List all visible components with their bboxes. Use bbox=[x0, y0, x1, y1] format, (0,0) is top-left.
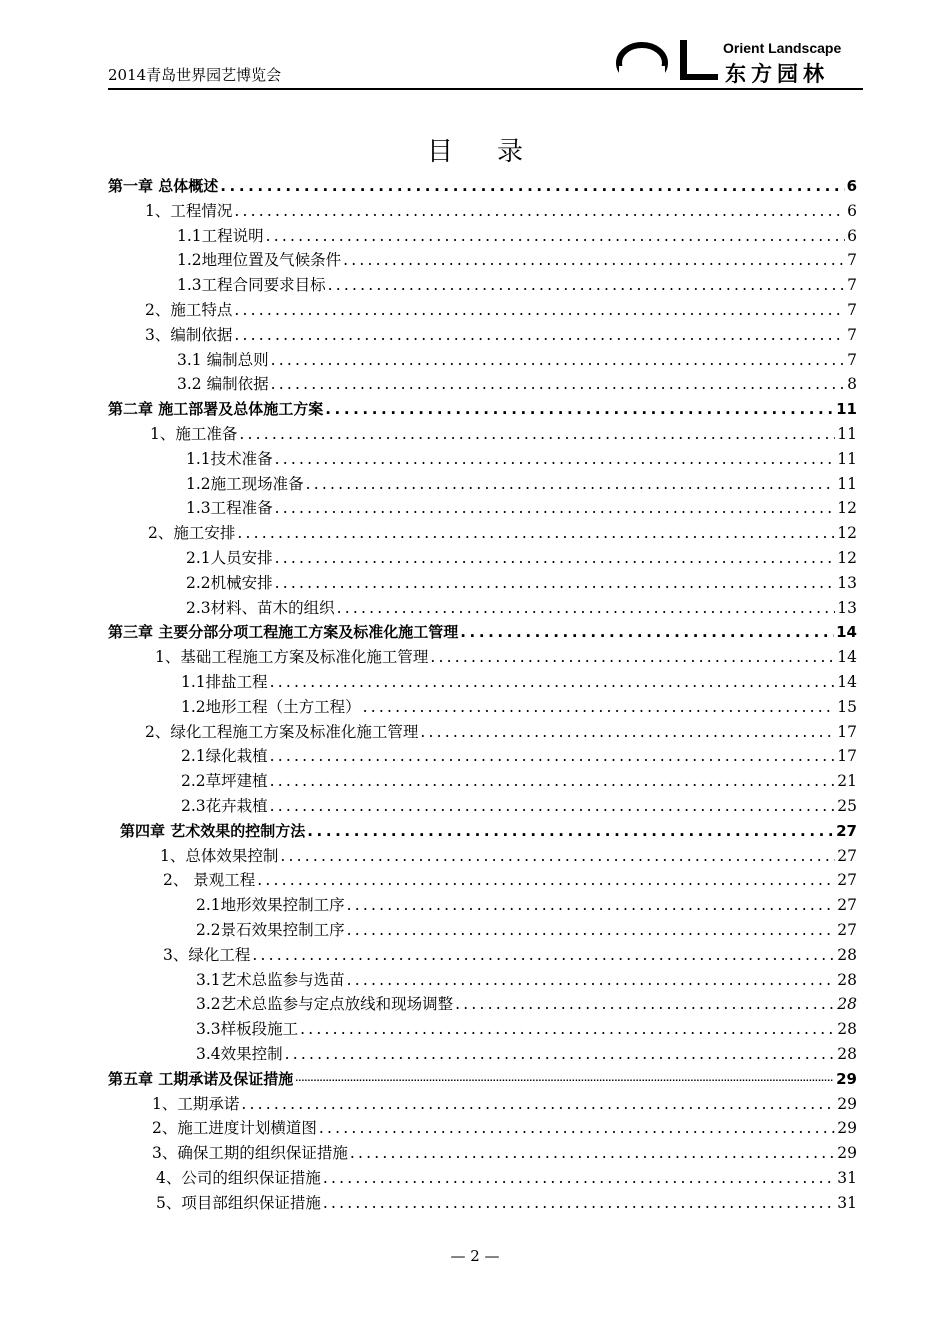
toc-entry[interactable] bbox=[177, 221, 857, 246]
toc-entry-label: 第四章 艺术效果的控制方法 bbox=[120, 821, 306, 840]
toc-entry-label: 5、项目部组织保证措施 bbox=[156, 1193, 321, 1212]
toc-leader-dots bbox=[280, 846, 835, 866]
toc-leader-dots bbox=[347, 895, 836, 915]
toc-entry[interactable] bbox=[177, 345, 857, 370]
toc-entry-page: 21 bbox=[837, 772, 857, 791]
toc-title: 目录 bbox=[426, 137, 567, 167]
toc-entry[interactable] bbox=[196, 915, 857, 940]
toc-entry-page: 25 bbox=[837, 797, 857, 815]
toc-entry[interactable] bbox=[148, 518, 857, 543]
toc-chapter-entry[interactable] bbox=[108, 617, 857, 642]
toc-leader-dots bbox=[323, 1193, 835, 1213]
toc-leader-dots bbox=[241, 1094, 835, 1114]
toc-entry-page: 11 bbox=[836, 400, 857, 419]
toc-leader-dots bbox=[363, 697, 836, 717]
toc-entry-label: 2.2景石效果控制工序 bbox=[196, 921, 345, 939]
logo-chinese-text: 东方园林 bbox=[725, 62, 829, 86]
toc-entry[interactable] bbox=[145, 717, 857, 742]
toc-entry[interactable] bbox=[177, 369, 857, 394]
toc-entry[interactable] bbox=[160, 841, 857, 866]
toc-leader-dots bbox=[306, 474, 836, 494]
toc-entry[interactable] bbox=[196, 965, 857, 990]
toc-entry-label: 1、工期承诺 bbox=[152, 1094, 240, 1113]
toc-entry[interactable] bbox=[150, 419, 857, 444]
toc-entry-page: 17 bbox=[837, 747, 857, 766]
header-divider bbox=[108, 88, 863, 90]
toc-entry-page: 11 bbox=[837, 474, 857, 493]
toc-entry-label: 第二章 施工部署及总体施工方案 bbox=[108, 400, 324, 419]
toc-entry[interactable] bbox=[145, 295, 857, 320]
toc-entry-label: 2.3花卉栽植 bbox=[181, 797, 268, 815]
toc-entry[interactable] bbox=[186, 568, 857, 593]
toc-entry-page: 14 bbox=[836, 623, 857, 642]
toc-leader-dots bbox=[270, 746, 836, 766]
toc-leader-dots bbox=[275, 548, 836, 568]
toc-leader-dots bbox=[343, 250, 845, 270]
toc-entry[interactable] bbox=[181, 766, 857, 791]
toc-entry-label: 2、施工安排 bbox=[148, 524, 236, 543]
toc-entry-page: 7 bbox=[847, 251, 857, 270]
toc-entry-page: 29 bbox=[836, 1069, 857, 1088]
toc-leader-dots bbox=[239, 424, 835, 444]
toc-entry[interactable] bbox=[186, 493, 857, 518]
toc-entry-label: 3、绿化工程 bbox=[163, 945, 251, 964]
toc-leader-dots bbox=[307, 821, 834, 841]
toc-entry-page: 13 bbox=[837, 598, 857, 617]
toc-entry-page: 6 bbox=[846, 177, 857, 195]
toc-entry-page: 28 bbox=[837, 1020, 857, 1039]
toc-leader-dots bbox=[266, 226, 845, 246]
toc-entry-label: 4、公司的组织保证措施 bbox=[156, 1169, 321, 1187]
toc-leader-dots bbox=[234, 300, 845, 320]
toc-entry-page: 13 bbox=[837, 573, 857, 592]
toc-leader-dots bbox=[220, 176, 844, 196]
toc-entry-page: 27 bbox=[836, 821, 857, 840]
toc-entry-label: 2.3材料、苗木的组织 bbox=[186, 598, 335, 617]
toc-entry-label: 2、施工特点 bbox=[145, 301, 233, 319]
toc-entry-page: 27 bbox=[837, 921, 857, 939]
toc-entry-label: 2.2草坪建植 bbox=[181, 772, 268, 791]
toc-entry[interactable] bbox=[152, 1138, 857, 1163]
toc-entry-page: 12 bbox=[837, 524, 857, 543]
toc-leader-dots bbox=[328, 275, 845, 295]
toc-entry-page: 6 bbox=[847, 201, 857, 220]
toc-entry-page: 28 bbox=[837, 970, 857, 989]
toc-entry-label: 1.1排盐工程 bbox=[181, 673, 268, 691]
toc-entry-label: 3.4效果控制 bbox=[196, 1045, 283, 1063]
toc-entry-label: 3.1艺术总监参与选苗 bbox=[196, 970, 345, 989]
toc-entry[interactable] bbox=[186, 469, 857, 494]
toc-entry-label: 3.2艺术总监参与定点放线和现场调整 bbox=[196, 995, 454, 1014]
toc-entry-page: 6 bbox=[847, 226, 857, 245]
toc-entry[interactable] bbox=[155, 642, 857, 667]
toc-entry-label: 1.2施工现场准备 bbox=[186, 474, 304, 493]
toc-entry-label: 1、工程情况 bbox=[145, 201, 233, 220]
toc-entry-page: 31 bbox=[837, 1169, 857, 1187]
toc-entry-page: 27 bbox=[837, 871, 857, 890]
toc-chapter-entry[interactable] bbox=[108, 394, 857, 419]
toc-chapter-entry[interactable] bbox=[108, 171, 857, 196]
toc-entry-label: 3.1 编制总则 bbox=[177, 350, 269, 369]
toc-leader-dots bbox=[271, 350, 846, 370]
toc-entry[interactable] bbox=[177, 245, 857, 270]
toc-leader-dots bbox=[275, 573, 836, 593]
toc-entry-label: 1.1技术准备 bbox=[186, 449, 273, 468]
toc-entry[interactable] bbox=[196, 1039, 857, 1064]
toc-entry[interactable] bbox=[181, 741, 857, 766]
toc-entry-label: 1、施工准备 bbox=[150, 425, 238, 443]
toc-chapter-entry[interactable] bbox=[120, 816, 857, 841]
toc-entry-label: 2.1地形效果控制工序 bbox=[196, 896, 345, 915]
logo-l-foot bbox=[680, 74, 718, 80]
toc-entry[interactable] bbox=[181, 667, 857, 692]
toc-entry-page: 12 bbox=[837, 499, 857, 518]
toc-leader-dots bbox=[337, 598, 836, 618]
toc-leader-dots bbox=[420, 722, 835, 742]
toc-leader-dots bbox=[430, 647, 835, 667]
toc-entry-label: 1、基础工程施工方案及标准化施工管理 bbox=[155, 648, 429, 667]
toc-entry-page: 27 bbox=[837, 896, 857, 915]
toc-leader-dots bbox=[325, 399, 834, 419]
header-title: 2014青岛世界园艺博览会 bbox=[108, 66, 282, 84]
toc-entry[interactable] bbox=[152, 1089, 857, 1114]
toc-entry-page: 11 bbox=[837, 425, 857, 443]
toc-entry-page: 7 bbox=[847, 301, 857, 319]
toc-leader-dots bbox=[350, 1143, 835, 1163]
toc-entry[interactable] bbox=[186, 444, 857, 469]
toc-leader-dots bbox=[347, 920, 836, 940]
toc-leader-dots bbox=[234, 201, 845, 221]
toc-entry-label: 3、编制依据 bbox=[145, 325, 233, 344]
toc-entry-page: 28 bbox=[837, 995, 857, 1014]
toc-entry-label: 3.3样板段施工 bbox=[196, 1020, 299, 1039]
toc-entry-page: 11 bbox=[837, 449, 857, 468]
toc-leader-dots bbox=[270, 672, 836, 692]
toc-entry-page: 14 bbox=[837, 673, 857, 691]
toc-entry[interactable] bbox=[186, 543, 857, 568]
toc-entry[interactable] bbox=[181, 692, 857, 717]
logo-english-text: Orient Landscape bbox=[723, 40, 842, 56]
toc-entry-page: 15 bbox=[837, 697, 857, 716]
toc-entry-label: 2、绿化工程施工方案及标准化施工管理 bbox=[145, 722, 419, 741]
toc-entry-page: 31 bbox=[837, 1193, 857, 1212]
toc-chapter-entry[interactable] bbox=[108, 1064, 857, 1089]
toc-entry-label: 2.1人员安排 bbox=[186, 549, 273, 567]
toc-entry-label: 第三章 主要分部分项工程施工方案及标准化施工管理 bbox=[108, 623, 459, 642]
toc-entry[interactable] bbox=[156, 1163, 857, 1188]
toc-entry-label: 1.2地形工程（土方工程） bbox=[181, 697, 361, 716]
toc-leader-dots bbox=[319, 1118, 835, 1138]
toc-entry-page: 29 bbox=[837, 1119, 857, 1138]
toc-entry-page: 14 bbox=[837, 648, 857, 667]
toc-entry-label: 第一章 总体概述 bbox=[108, 177, 219, 195]
toc-entry-label: 2.2机械安排 bbox=[186, 573, 273, 592]
toc-entry-page: 28 bbox=[837, 945, 857, 964]
toc-entry-label: 2、施工进度计划横道图 bbox=[152, 1119, 317, 1138]
toc-entry-page: 8 bbox=[847, 375, 857, 394]
toc-leader-dots bbox=[275, 449, 836, 469]
toc-leader-dots bbox=[237, 523, 835, 543]
toc-leader-dots bbox=[323, 1168, 835, 1188]
toc-entry-label: 1.3工程合同要求目标 bbox=[177, 276, 326, 295]
toc-entry-page: 12 bbox=[837, 549, 857, 567]
toc-entry-page: 29 bbox=[837, 1144, 857, 1163]
toc-entry[interactable] bbox=[196, 989, 857, 1014]
toc-leader-dots bbox=[460, 622, 834, 642]
toc-entry[interactable] bbox=[186, 593, 857, 618]
toc-leader-dots bbox=[285, 1044, 836, 1064]
toc-entry-label: 2.1绿化栽植 bbox=[181, 747, 268, 766]
toc-leader-dots bbox=[234, 325, 845, 345]
toc-leader-dots bbox=[347, 970, 836, 990]
toc-entry[interactable] bbox=[145, 196, 857, 221]
toc-entry-page: 28 bbox=[837, 1045, 857, 1063]
toc-entry-label: 1.3工程准备 bbox=[186, 499, 273, 518]
toc-entry-page: 7 bbox=[847, 276, 857, 295]
toc-entry-label: 3、确保工期的组织保证措施 bbox=[152, 1144, 348, 1163]
toc-leader-dots bbox=[257, 870, 835, 890]
toc-entry[interactable] bbox=[156, 1188, 857, 1213]
toc-leader-dots bbox=[252, 945, 835, 965]
toc-entry[interactable] bbox=[177, 270, 857, 295]
toc-entry[interactable] bbox=[196, 1014, 857, 1039]
toc-entry-label: 第五章 工期承诺及保证措施 bbox=[108, 1069, 294, 1088]
toc-entry-label: 1、总体效果控制 bbox=[160, 846, 279, 865]
toc-entry-label: 3.2 编制依据 bbox=[177, 375, 269, 394]
toc-leader-dots bbox=[270, 771, 836, 791]
toc-leader-dots bbox=[300, 1019, 835, 1039]
toc-entry-label: 1.2地理位置及气候条件 bbox=[177, 251, 342, 270]
toc-leader-dots bbox=[295, 1069, 834, 1089]
toc-entry-label: 1.1工程说明 bbox=[177, 226, 264, 245]
toc-entry[interactable] bbox=[145, 320, 857, 345]
toc-entry-page: 7 bbox=[847, 350, 857, 369]
toc-entry[interactable] bbox=[181, 791, 857, 816]
toc-leader-dots bbox=[455, 994, 835, 1014]
toc-entry-page: 29 bbox=[837, 1094, 857, 1113]
toc-entry-page: 17 bbox=[837, 722, 857, 741]
toc-entry[interactable] bbox=[163, 865, 857, 890]
toc-leader-dots bbox=[271, 374, 846, 394]
toc-entry-label: 2、 景观工程 bbox=[163, 871, 256, 890]
toc-leader-dots bbox=[275, 498, 836, 518]
toc-entry[interactable] bbox=[163, 940, 857, 965]
toc-entry[interactable] bbox=[196, 890, 857, 915]
page-number: — 2 — bbox=[450, 1247, 500, 1265]
toc-entry-page: 27 bbox=[837, 846, 857, 865]
toc-entry[interactable] bbox=[152, 1113, 857, 1138]
toc-leader-dots bbox=[270, 796, 836, 816]
toc-entry-page: 7 bbox=[847, 325, 857, 344]
